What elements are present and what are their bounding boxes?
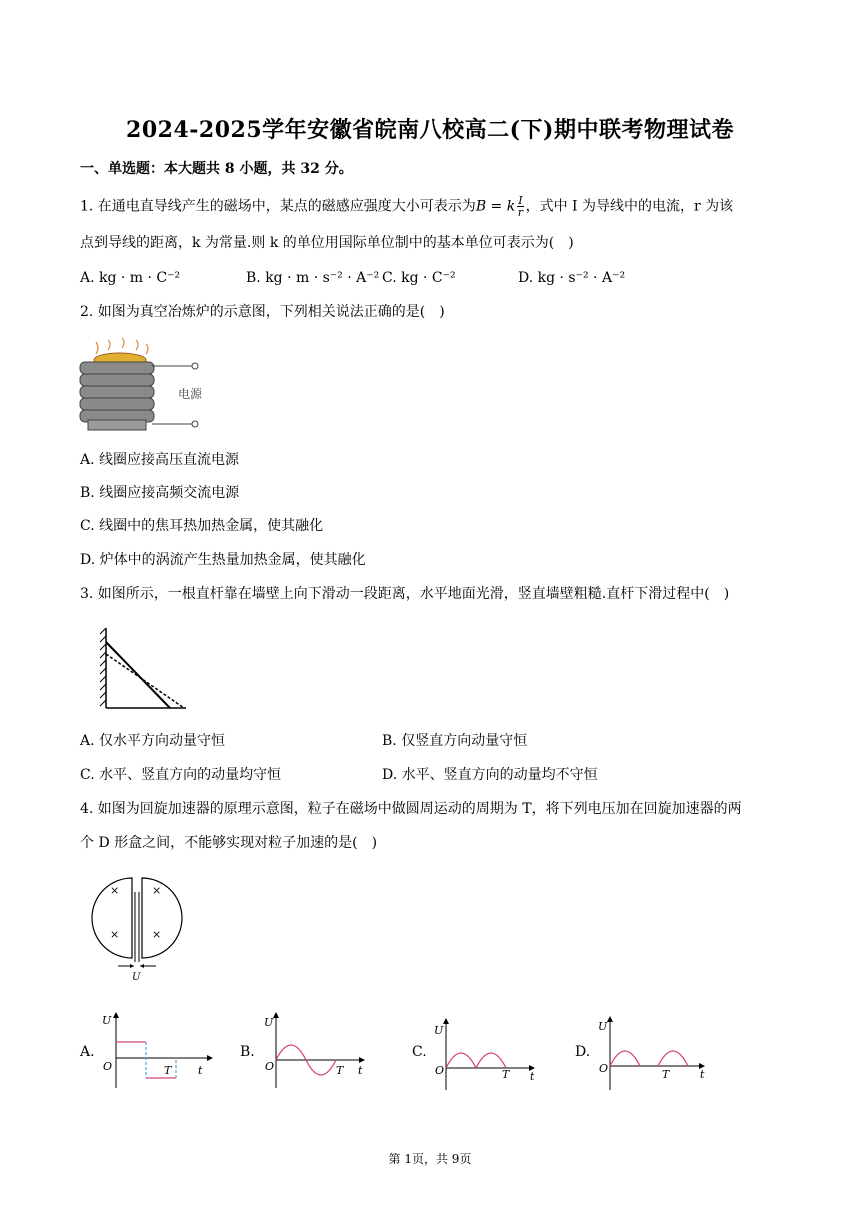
q1-frac-num: I xyxy=(518,194,523,207)
field-mark-2: × xyxy=(152,884,162,897)
q3-option-b: B. 仅竖直方向动量守恒 xyxy=(382,733,528,749)
q1-option-a: A. kg · m · C⁻² xyxy=(80,270,181,286)
graph-c-period-label: T xyxy=(502,1068,510,1081)
q1-text-pre: 1. 在通电直导线产生的磁场中，某点的磁感应强度大小可表示为 xyxy=(80,198,476,215)
q3-option-a: A. 仅水平方向动量守恒 xyxy=(80,733,226,749)
question-2-stem: 2. 如图为真空冶炼炉的示意图，下列相关说法正确的是( ) xyxy=(80,304,445,320)
furnace-base xyxy=(88,420,146,430)
graph-d-u-label: U xyxy=(598,1020,608,1033)
q1-frac-den: r xyxy=(517,206,524,219)
power-source-label: 电源 xyxy=(178,387,203,401)
q2-option-a: A. 线圈应接高压直流电源 xyxy=(80,452,240,468)
sliding-rod-figure xyxy=(96,624,192,714)
terminal-top xyxy=(192,363,198,369)
q2-option-d: D. 炉体中的涡流产生热量加热金属，使其融化 xyxy=(80,552,366,568)
page-title: 2024-2025学年安徽省皖南八校高二(下)期中联考物理试卷 xyxy=(126,117,734,143)
question-4-line-2: 个 D 形盒之间，不能够实现对粒子加速的是( ) xyxy=(80,835,378,851)
q4-option-b: B. xyxy=(240,1044,255,1060)
voltage-label: U xyxy=(132,972,141,983)
graph-b-u-label: U xyxy=(264,1016,274,1029)
question-4-line-1: 4. 如图为回旋加速器的原理示意图，粒子在磁场中做圆周运动的周期为 T，将下列电压加在回旋加速器的两 xyxy=(80,801,742,817)
field-mark-1: × xyxy=(110,884,120,897)
graph-a-period-label: T xyxy=(164,1064,172,1077)
u-arrowhead-right xyxy=(140,964,144,968)
graph-c-u-label: U xyxy=(434,1024,444,1037)
graph-c-t-label: t xyxy=(530,1070,535,1083)
q2-option-c: C. 线圈中的焦耳热加热金属，使其融化 xyxy=(80,518,324,534)
graph-d-t-label: t xyxy=(700,1068,705,1081)
graph-a-o-label: O xyxy=(103,1060,113,1073)
graph-c-rectified xyxy=(428,1014,548,1094)
graph-b-y-arrow xyxy=(273,1012,279,1018)
terminal-bottom xyxy=(192,421,198,427)
graph-a-square-wave xyxy=(98,1008,218,1092)
q3-option-c: C. 水平、竖直方向的动量均守恒 xyxy=(80,767,282,783)
graph-d-pulse-2 xyxy=(658,1051,688,1066)
graph-a-t-label: t xyxy=(198,1064,203,1077)
graph-b-t-label: t xyxy=(358,1064,363,1077)
heat-waves xyxy=(96,338,148,354)
q1-text-post: ，式中 I 为导线中的电流，r 为该 xyxy=(525,198,734,215)
section-heading: 一、单选题：本大题共 8 小题，共 32 分。 xyxy=(80,161,353,177)
q1-option-c: C. kg · C⁻² xyxy=(382,270,456,286)
graph-b-o-label: O xyxy=(265,1060,275,1073)
question-1-line-1 xyxy=(80,195,733,218)
q4-option-d: D. xyxy=(575,1044,591,1060)
rod-initial xyxy=(106,642,170,708)
graph-d-y-arrow xyxy=(607,1016,613,1022)
q3-option-d: D. 水平、竖直方向的动量均不守恒 xyxy=(382,767,598,783)
q2-option-b: B. 线圈应接高频交流电源 xyxy=(80,485,240,501)
q1-fraction xyxy=(517,195,523,218)
graph-a-y-arrow xyxy=(113,1012,119,1018)
vacuum-furnace-figure xyxy=(74,338,224,438)
wall-hatching xyxy=(100,628,106,706)
graph-c-o-label: O xyxy=(435,1064,445,1077)
q1-option-d: D. kg · s⁻² · A⁻² xyxy=(518,270,626,286)
field-mark-4: × xyxy=(152,928,162,941)
graph-d-pulse-1 xyxy=(610,1051,640,1066)
q1-option-b: B. kg · m · s⁻² · A⁻² xyxy=(246,270,380,286)
question-3-stem: 3. 如图所示，一根直杆靠在墙壁上向下滑动一段距离，水平地面光滑，竖直墙壁粗糙.直杆下滑过程中( ) xyxy=(80,586,730,602)
graph-b-x-arrow xyxy=(359,1057,365,1063)
q4-option-c: C. xyxy=(412,1044,427,1060)
u-arrowhead-left xyxy=(130,964,134,968)
q4-option-a: A. xyxy=(80,1044,95,1060)
field-mark-3: × xyxy=(110,928,120,941)
graph-b-period-label: T xyxy=(336,1064,344,1077)
graph-a-x-arrow xyxy=(207,1055,213,1061)
coil-stack xyxy=(80,362,154,422)
d-box-right xyxy=(142,878,182,958)
q1-formula: B = k xyxy=(475,198,516,215)
graph-c-y-arrow xyxy=(443,1018,449,1024)
graph-c-curve xyxy=(446,1053,506,1068)
graph-d-o-label: O xyxy=(599,1062,609,1075)
graph-d-half-wave xyxy=(592,1012,716,1094)
graph-a-u-label: U xyxy=(102,1014,112,1027)
graph-d-period-label: T xyxy=(662,1068,670,1081)
rod-after xyxy=(106,654,184,708)
graph-b-sine xyxy=(258,1008,378,1092)
cyclotron-figure xyxy=(90,874,190,984)
page-footer: 第 1页，共 9页 xyxy=(388,1152,472,1166)
question-1-line-2: 点到导线的距离，k 为常量.则 k 的单位用国际单位制中的基本单位可表示为( ) xyxy=(80,235,574,251)
